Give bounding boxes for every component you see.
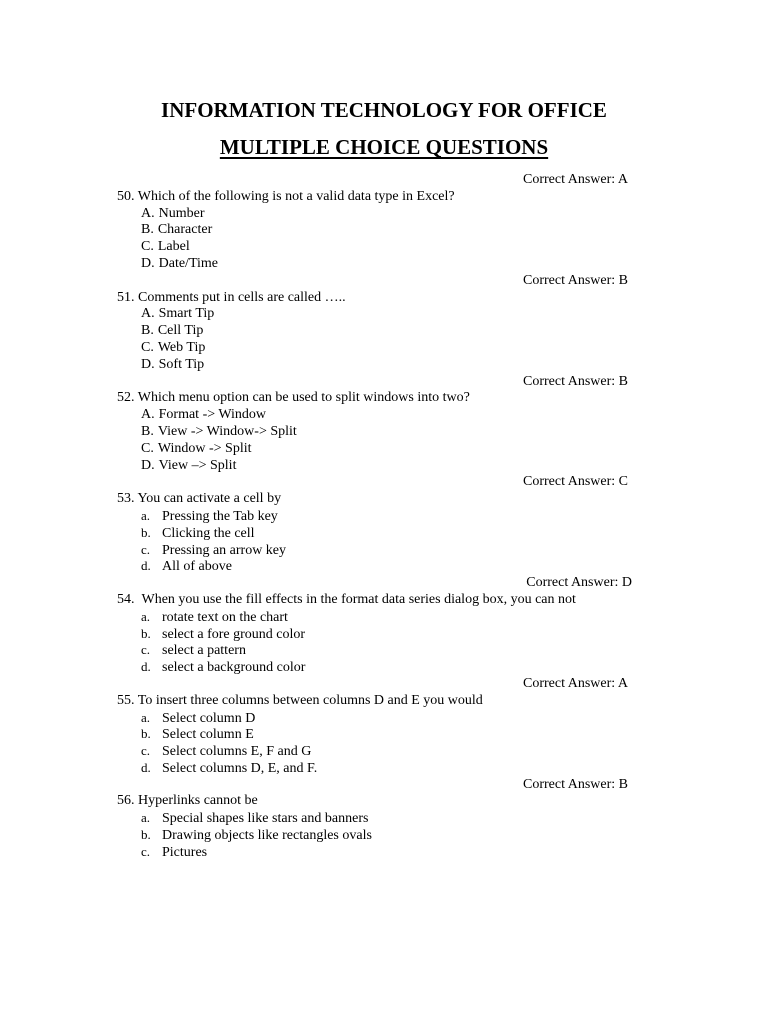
option-text: Date/Time [158,255,218,271]
option-letter: B. [141,222,154,238]
question-text [0,693,768,710]
question-text [0,592,768,609]
option-text: Soft Tip [158,356,205,372]
option-text: Cell Tip [157,323,204,339]
option-text: Select column E [162,727,254,743]
answer-option [0,239,768,256]
correct-answer: Correct Answer: B [523,373,628,389]
question-text [0,793,768,810]
answer-option [0,508,768,525]
option-text: select a background color [162,660,306,676]
option-text: Drawing objects like rectangles ovals [162,828,372,844]
option-letter: a. [141,810,151,826]
option-letter: B. [141,323,154,339]
answer-option [0,827,768,844]
option-text: Select columns D, E, and F. [162,760,318,776]
option-text: Label [157,239,190,255]
option-letter: d. [141,558,151,574]
subtitle-text: MULTIPLE CHOICE QUESTIONS [219,135,549,159]
correct-answer: Correct Answer: A [523,172,628,187]
question-block [0,374,768,475]
option-letter: b. [141,524,151,540]
question-number: 54. [117,591,135,607]
question-body: Which of the following is not a valid data type in Excel? [137,188,455,204]
question-number: 51. [117,289,135,305]
option-text: Pressing the Tab key [162,508,278,524]
answer-option [0,306,768,323]
option-letter: b. [141,625,151,641]
option-text: select a fore ground color [162,626,306,642]
answer-option [0,222,768,239]
option-letter: D. [141,255,155,271]
answer-option [0,810,768,827]
question-block [0,676,768,777]
option-letter: d. [141,759,151,775]
option-text: Select columns E, F and G [162,744,312,760]
question-block [0,273,768,374]
option-letter: A. [141,407,155,423]
answer-option [0,458,768,475]
correct-answer: Correct Answer: A [523,675,628,691]
option-text: View –> Split [158,457,237,473]
correct-answer: Correct Answer: B [523,776,628,792]
answer-option [0,609,768,626]
question-number: 52. [117,390,135,406]
answer-option [0,357,768,374]
answer-option [0,642,768,659]
question-block [0,777,768,861]
option-text: Pressing an arrow key [162,542,287,558]
answer-option [0,256,768,273]
answer-option [0,441,768,458]
option-letter: c. [141,541,151,557]
option-letter: c. [141,743,151,759]
answer-option [0,726,768,743]
answer-option [0,844,768,861]
answer-option [0,558,768,575]
question-text [0,390,768,407]
option-text: View -> Window-> Split [157,423,297,439]
question-text [0,189,768,206]
answer-option [0,340,768,357]
question-number: 55. [117,692,135,708]
option-text: rotate text on the chart [162,609,288,625]
option-letter: C. [141,339,154,355]
answer-option [0,206,768,223]
answer-option [0,525,768,542]
option-letter: c. [141,843,151,859]
option-text: All of above [162,559,232,575]
question-list [0,172,768,861]
option-letter: a. [141,709,151,725]
question-number: 53. [117,491,135,507]
option-letter: B. [141,423,154,439]
option-text: Clicking the cell [162,525,255,541]
answer-option [0,542,768,559]
option-text: select a pattern [162,643,246,659]
option-text: Select column D [162,710,256,726]
option-letter: b. [141,726,151,742]
option-text: Web Tip [157,339,206,355]
question-text [0,290,768,307]
question-body: Which menu option can be used to split windows into two? [137,390,470,406]
answer-option [0,659,768,676]
option-letter: a. [141,608,151,624]
answer-option [0,626,768,643]
correct-answer: Correct Answer: B [523,272,628,288]
option-text: Pictures [162,844,208,860]
option-letter: d. [141,659,151,675]
option-letter: C. [141,440,154,456]
document-title: INFORMATION TECHNOLOGY FOR OFFICE [161,98,607,122]
question-body: To insert three columns between columns D and E you would [137,692,483,708]
document-subtitle [0,134,768,160]
question-block [0,575,768,676]
question-number: 56. [117,793,135,809]
option-letter: D. [141,356,155,372]
answer-option [0,710,768,727]
option-text: Window -> Split [157,440,252,456]
answer-option [0,743,768,760]
question-body: When you use the fill effects in the format data series dialog box, you can not [141,591,576,607]
option-text: Format -> Window [158,407,267,423]
question-body: Hyperlinks cannot be [138,793,258,809]
correct-answer: Correct Answer: D [526,575,632,591]
option-letter: b. [141,827,151,843]
question-body: You can activate a cell by [137,491,282,507]
answer-option [0,407,768,424]
question-block [0,172,768,273]
question-number: 50. [117,188,135,204]
option-letter: A. [141,306,155,322]
option-text: Smart Tip [158,306,215,322]
question-body: Comments put in cells are called ….. [138,289,346,305]
question-block [0,474,768,575]
option-letter: D. [141,457,155,473]
option-text: Number [158,205,205,221]
option-text: Special shapes like stars and banners [162,811,369,827]
option-letter: C. [141,239,154,255]
option-letter: c. [141,642,151,658]
answer-option [0,424,768,441]
option-letter: a. [141,507,151,523]
answer-option [0,323,768,340]
correct-answer: Correct Answer: C [523,474,628,490]
question-text [0,491,768,508]
answer-option [0,760,768,777]
option-letter: A. [141,205,155,221]
option-text: Character [157,222,213,238]
